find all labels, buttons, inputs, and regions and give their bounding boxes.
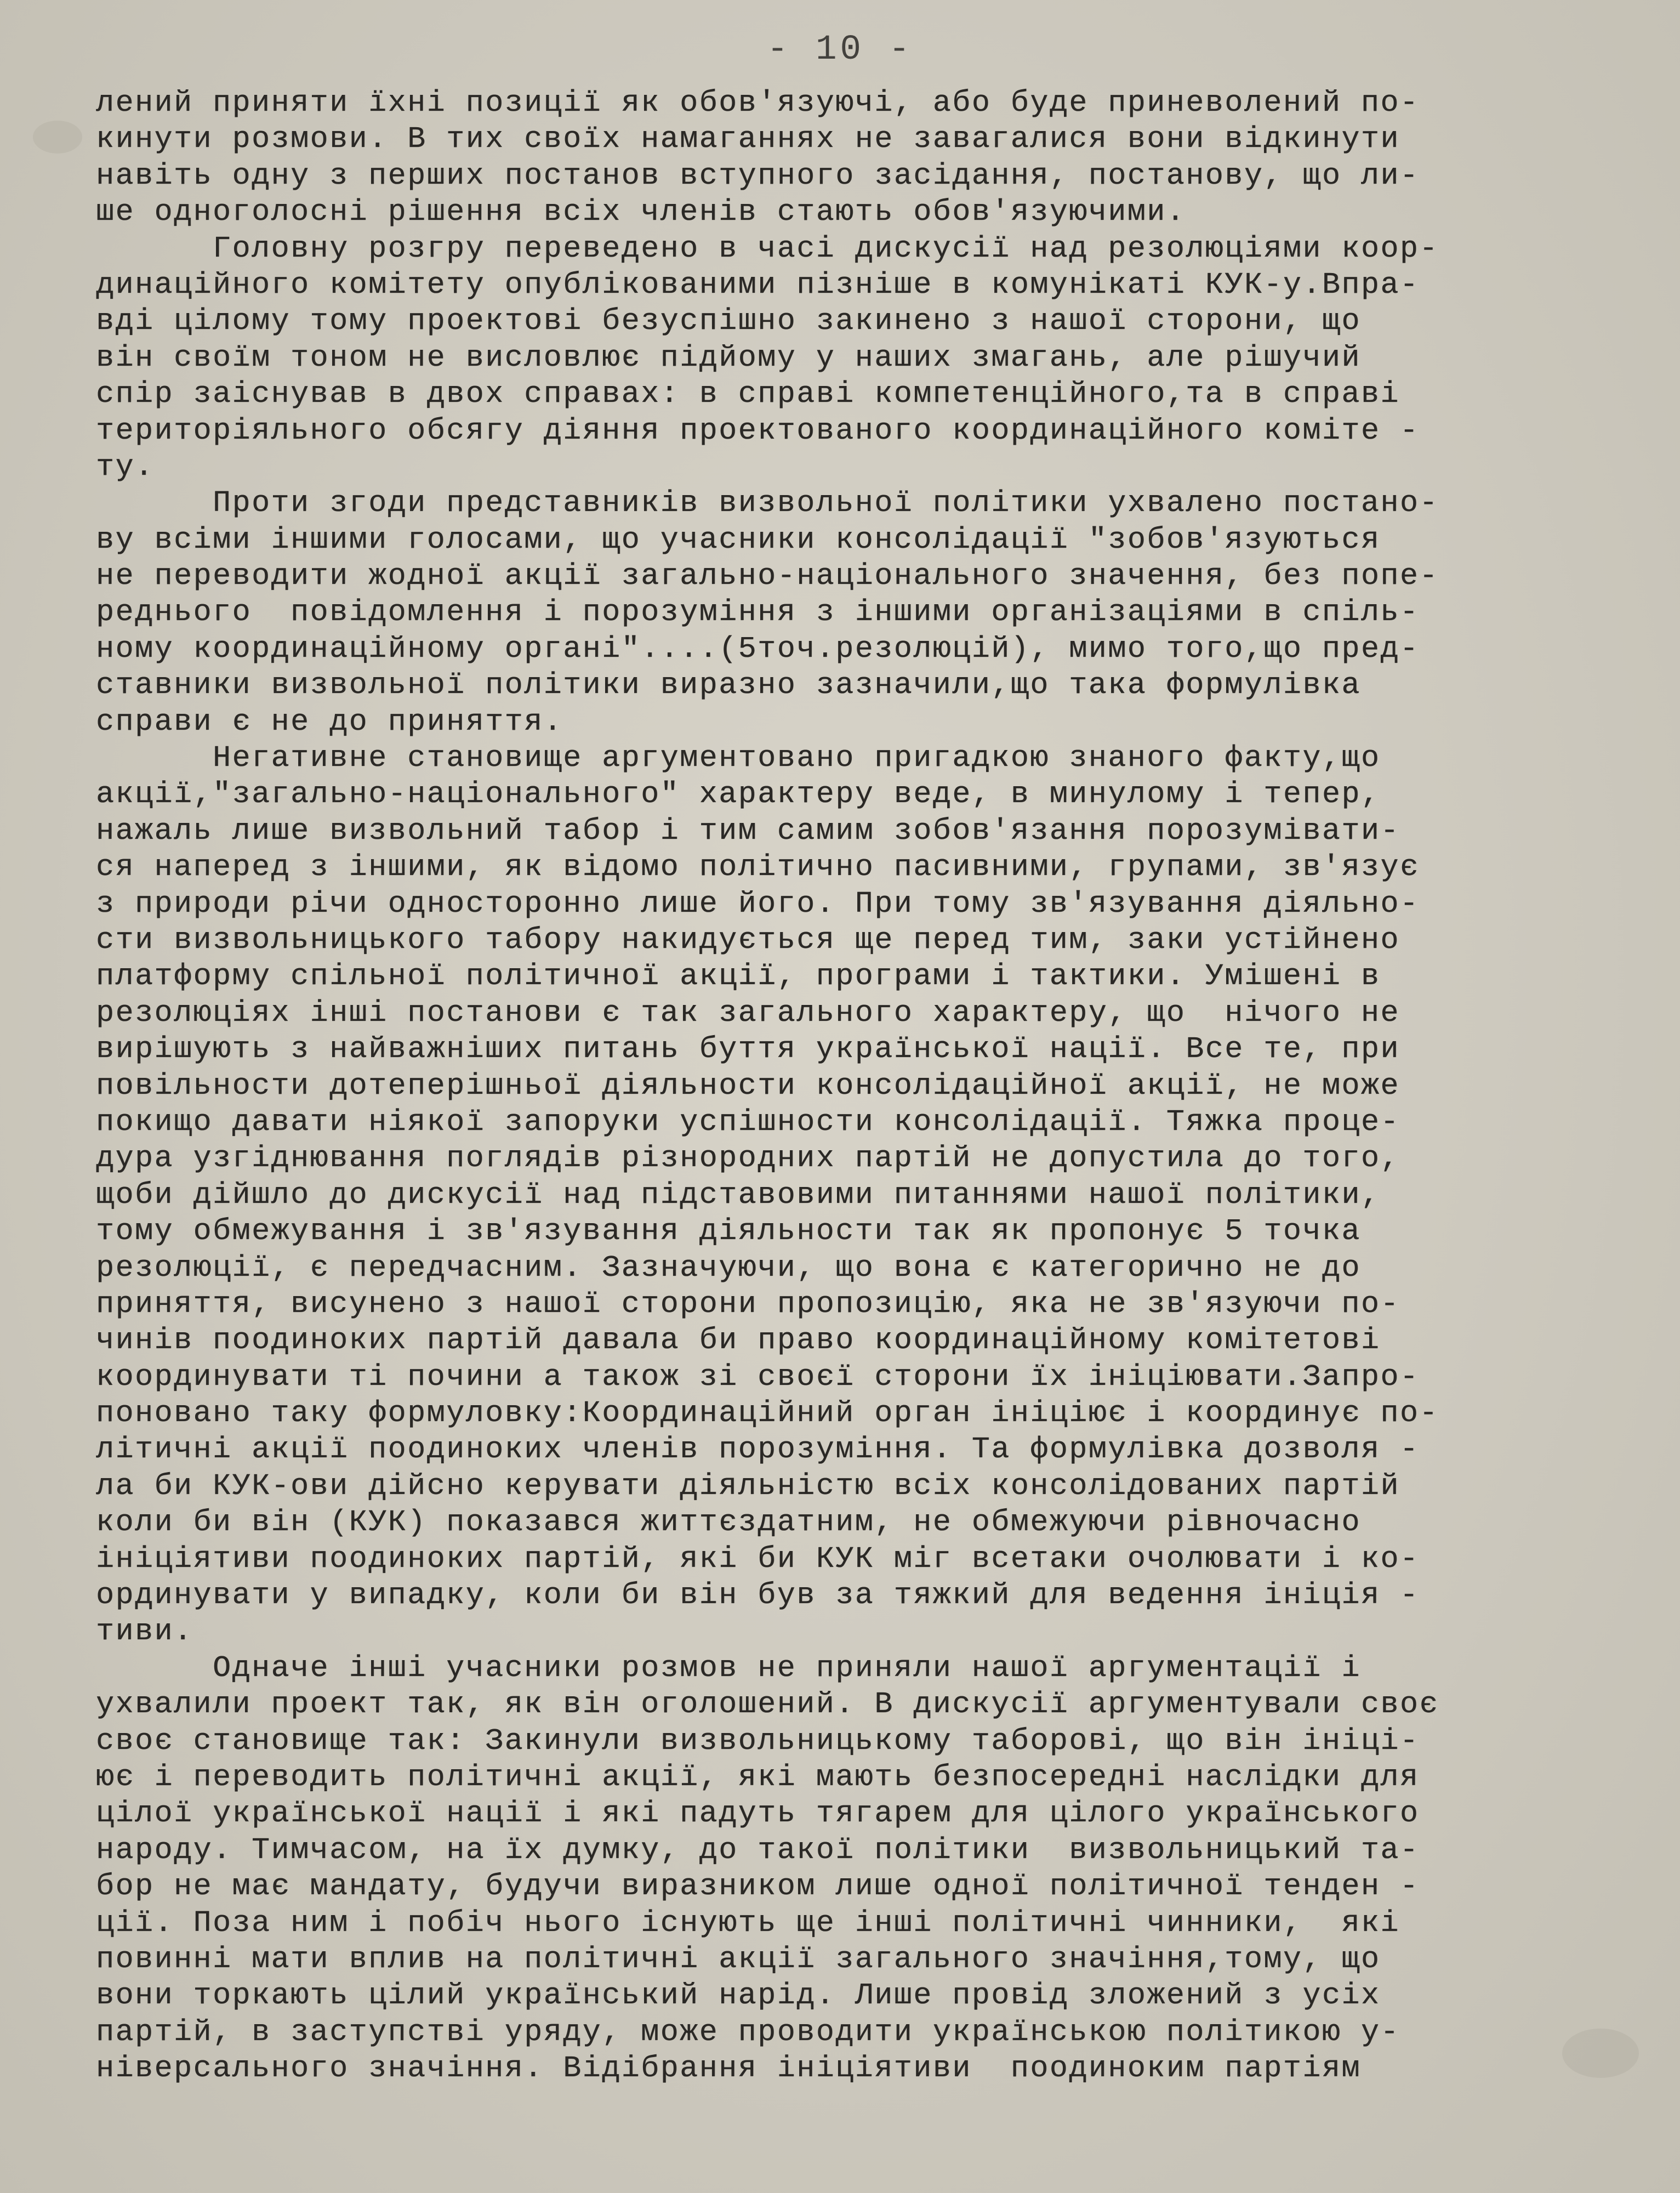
text-line: бор не має мандату, будучи виразником лише одної політичної тенден - xyxy=(96,1869,1420,1904)
text-line: покищо давати ніякої запоруки успішности консолідації. Тяжка проце- xyxy=(96,1104,1400,1139)
text-line: ніверсального значіння. Відібрання ініціятиви поодиноким партіям xyxy=(96,2051,1361,2086)
text-line: Головну розгру переведено в часі дискусії над резолюціями коор- xyxy=(96,231,1439,266)
text-line: ції. Поза ним і побіч нього існують ще інші політичні чинники, які xyxy=(96,1905,1400,1940)
text-line: справи є не до приняття. xyxy=(96,704,563,739)
text-line: дура узгіднювання поглядів різнородних партій не допустила до того, xyxy=(96,1141,1400,1176)
text-line: ставники визвольної політики виразно зазначили,що така формулівка xyxy=(96,668,1361,703)
text-line: реднього повідомлення і порозуміння з іншими організаціями в спіль- xyxy=(96,595,1420,630)
text-line: поновано таку формуловку:Координаційний орган ініціює і координує по- xyxy=(96,1396,1439,1431)
text-line: ту. xyxy=(96,449,155,484)
text-line: вді цілому тому проектові безуспішно закинено з нашої сторони, що xyxy=(96,304,1361,339)
text-line: Одначе інші учасники розмов не приняли нашої аргументації і xyxy=(96,1650,1361,1685)
text-line: нажаль лише визвольний табор і тим самим зобов'язання порозумівати- xyxy=(96,813,1400,848)
typewritten-text xyxy=(96,85,1587,2087)
text-line: повільности дотеперішньої діяльности консолідаційної акції, не може xyxy=(96,1068,1400,1103)
text-line: повинні мати вплив на політичні акції загального значіння,тому, що xyxy=(96,1941,1381,1976)
text-line: ся наперед з іншими, як відомо політично пасивними, групами, зв'язує xyxy=(96,850,1420,885)
text-line: ву всіми іншими голосами, що учасники консолідації "зобов'язуються xyxy=(96,522,1381,557)
text-line: приняття, висунено з нашої сторони пропозицію, яка не зв'язуючи по- xyxy=(96,1286,1400,1321)
text-line: лений приняти їхні позиції як обов'язуючі, або буде приневолений по- xyxy=(96,86,1420,120)
text-line: вони торкають цілий український нарід. Лише провід зложений з усіх xyxy=(96,1978,1381,2013)
text-line: кинути розмови. В тих своїх намаганнях не завагалися вони відкинути xyxy=(96,122,1400,157)
text-line: не переводити жодної акції загально-національного значення, без попе- xyxy=(96,559,1439,594)
text-line: спір заіснував в двох справах: в справі компетенційного,та в справі xyxy=(96,377,1400,412)
text-line: акції,"загально-національного" характеру веде, в минулому і тепер, xyxy=(96,777,1381,812)
text-line: територіяльного обсягу діяння проектованого координаційного коміте - xyxy=(96,413,1420,448)
text-line: партій, в заступстві уряду, може проводити українською політикою у- xyxy=(96,2014,1400,2049)
text-line: коли би він (КУК) показався життєздатним, не обмежуючи рівночасно xyxy=(96,1505,1361,1540)
text-line: ше одноголосні рішення всіх членів стають обов'язуючими. xyxy=(96,195,1186,230)
text-line: ініціятиви поодиноких партій, які би КУК міг всетаки очолювати і ко- xyxy=(96,1541,1420,1576)
text-line: цілої української нації і які падуть тягарем для цілого українського xyxy=(96,1796,1420,1831)
text-line: резолюції, є передчасним. Зазначуючи, що вона є категорично не до xyxy=(96,1250,1361,1285)
text-line: ординувати у випадку, коли би він був за тяжкий для ведення ініція - xyxy=(96,1578,1420,1613)
text-line: чинів поодиноких партій давала би право координаційному комітетові xyxy=(96,1323,1381,1358)
text-line: він своїм тоном не висловлює підйому у наших змагань, але рішучий xyxy=(96,340,1361,375)
text-line: ює і переводить політичні акції, які мають безпосередні наслідки для xyxy=(96,1759,1420,1794)
text-line: сти визвольницького табору накидується ще перед тим, заки устійнено xyxy=(96,922,1400,957)
text-line: навіть одну з перших постанов вступного засідання, постанову, що ли- xyxy=(96,158,1420,193)
text-line: своє становище так: Закинули визвольницькому таборові, що він ініці- xyxy=(96,1723,1420,1758)
page-number: - 10 - xyxy=(767,30,913,70)
text-line: координувати ті почини а також зі своєї сторони їх ініціювати.Запро- xyxy=(96,1359,1420,1394)
text-line: щоби дійшло до дискусії над підставовими питаннями нашої політики, xyxy=(96,1177,1381,1212)
text-line: з природи річи односторонно лише його. При тому зв'язування діяльно- xyxy=(96,886,1420,921)
text-line: Негативне становище аргументовано пригадкою знаного факту,що xyxy=(96,741,1381,776)
text-line: тому обмежування і зв'язування діяльности так як пропонує 5 точка xyxy=(96,1214,1361,1249)
text-line: тиви. xyxy=(96,1614,193,1649)
paper-smudge xyxy=(33,121,82,154)
text-line: динаційного комітету опублікованими пізніше в комунікаті КУК-у.Впра- xyxy=(96,267,1420,302)
text-line: Проти згоди представників визвольної політики ухвалено постано- xyxy=(96,486,1439,521)
text-line: ла би КУК-ови дійсно керувати діяльністю всіх консолідованих партій xyxy=(96,1468,1400,1503)
text-line: ному координаційному органі"....(5точ.резолюцій), мимо того,що пред- xyxy=(96,631,1420,666)
text-line: ухвалили проект так, як він оголошений. В дискусії аргументували своє xyxy=(96,1687,1439,1722)
text-line: вирішують з найважніших питань буття української нації. Все те, при xyxy=(96,1032,1400,1067)
text-line: платформу спільної політичної акції, програми і тактики. Умішені в xyxy=(96,959,1381,994)
text-line: літичні акції поодиноких членів порозуміння. Та формулівка дозволя - xyxy=(96,1432,1420,1467)
text-line: народу. Тимчасом, на їх думку, до такої політики визвольницький та- xyxy=(96,1832,1420,1867)
text-line: резолюціях інші постанови є так загального характеру, що нічого не xyxy=(96,995,1400,1030)
